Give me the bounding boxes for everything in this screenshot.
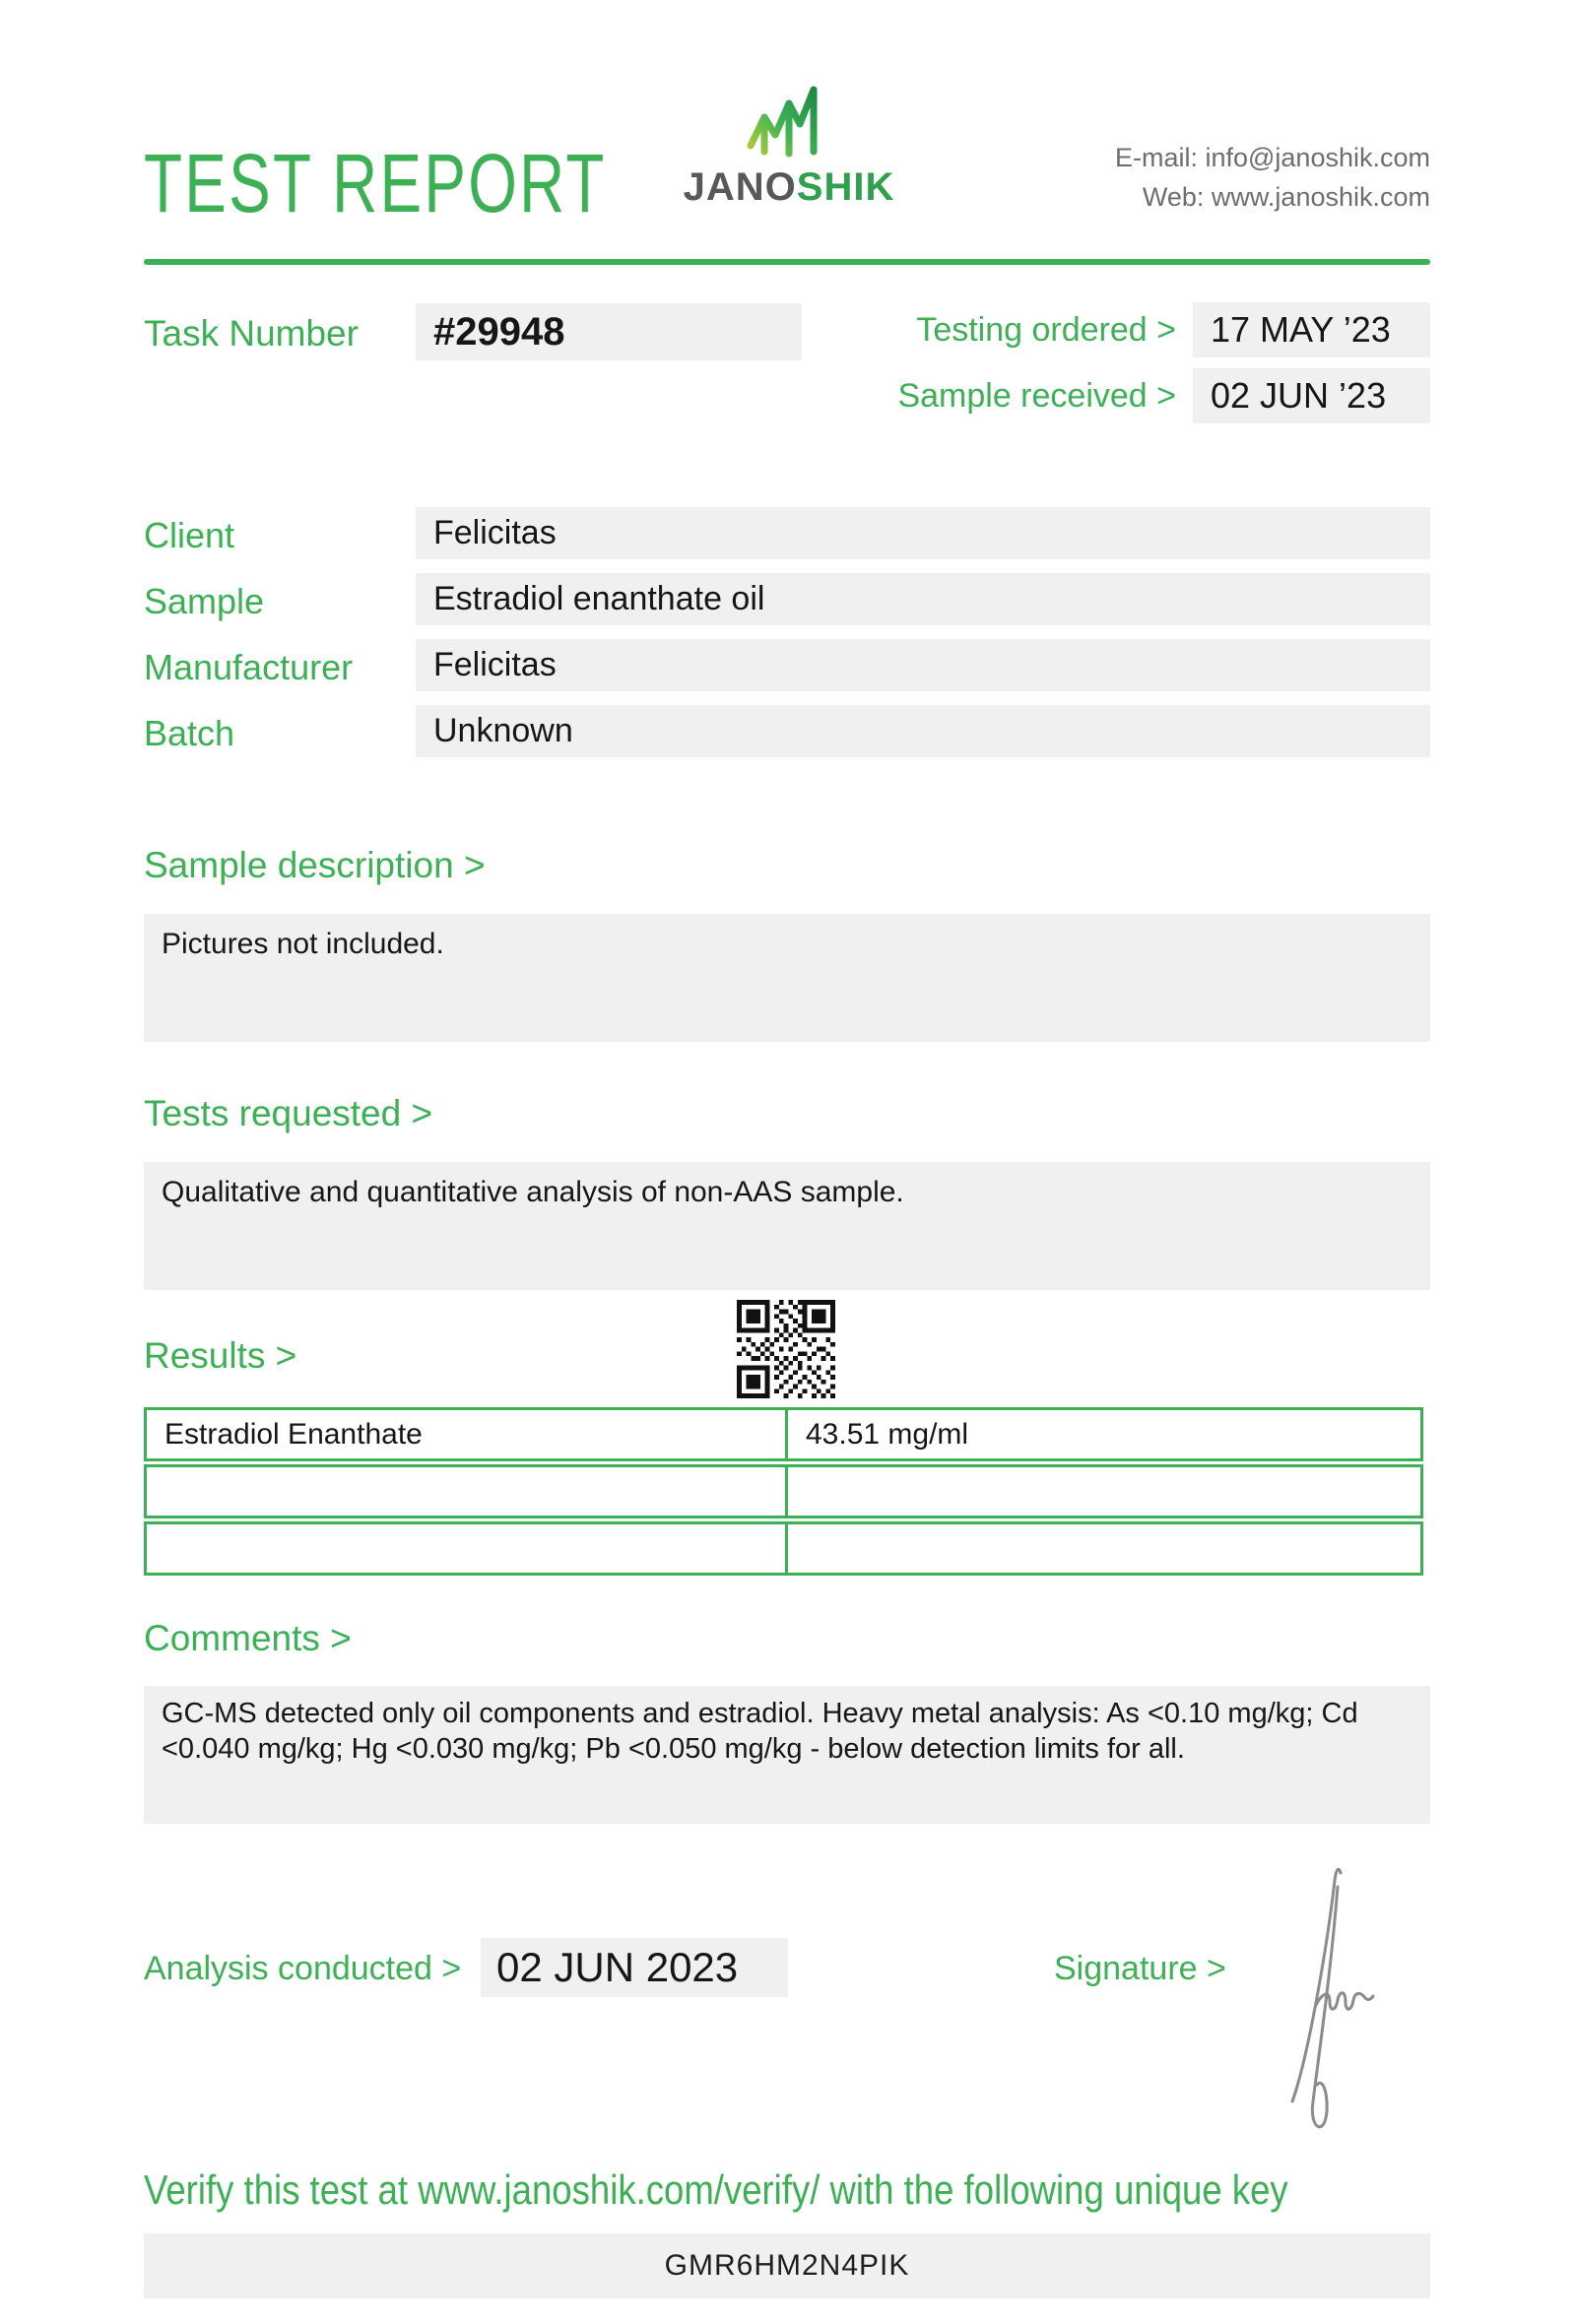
- signature-scrawl: [1280, 1855, 1375, 2147]
- comments-box: [144, 1686, 1430, 1824]
- comments-body: GC-MS detected only oil components and estradiol. Heavy metal analysis: As <0.10 mg/kg; Cd <0.040 mg/kg; Hg <0.030 mg/kg; Pb <0.050 mg/kg - below detection limits for all.: [162, 1698, 1358, 1765]
- cell-result: [788, 1467, 1420, 1516]
- sample-row: [144, 573, 1430, 625]
- rising-chart-arrow-icon: [744, 83, 834, 160]
- comments-heading: Comments >: [144, 1618, 352, 1658]
- logo-word-primary: JANO: [683, 165, 797, 209]
- testing-ordered-value: 17 MAY ’23: [1193, 302, 1430, 357]
- sample-label: Sample: [144, 581, 265, 621]
- cell-analyte: Estradiol Enanthate: [147, 1410, 788, 1458]
- manufacturer-value: Felicitas: [416, 639, 1430, 691]
- results-heading: Results >: [144, 1335, 297, 1376]
- unique-key-box: [144, 2233, 1430, 2298]
- verify-text: Verify this test at www.janoshik.com/verify/ with the following unique key: [144, 2166, 1288, 2213]
- divider-rule: [144, 259, 1430, 265]
- sample-received-value: 02 JUN ’23: [1193, 368, 1430, 423]
- logo-wordmark: [676, 165, 902, 210]
- cell-result: 43.51 mg/ml: [806, 1418, 969, 1451]
- batch-label: Batch: [144, 713, 235, 753]
- client-row: [144, 507, 1430, 559]
- analysis-date-value: 02 JUN 2023: [481, 1938, 788, 1997]
- table-row: [144, 1407, 1423, 1461]
- logo-word-accent: SHIK: [796, 165, 895, 209]
- qr-code-icon: [737, 1300, 835, 1398]
- sample-received-row: [839, 368, 1430, 423]
- sample-description-heading: Sample description >: [144, 845, 486, 885]
- sample-description-box: [144, 914, 1430, 1042]
- signature-label: Signature >: [1054, 1950, 1226, 1987]
- table-row: [144, 1464, 1423, 1518]
- task-number-value: #29948: [416, 303, 802, 360]
- contact-block: [1115, 138, 1430, 217]
- contact-web: Web: www.janoshik.com: [1142, 182, 1430, 212]
- tests-requested-body: Qualitative and quantitative analysis of non-AAS sample.: [162, 1176, 904, 1208]
- cell-analyte: [147, 1524, 788, 1573]
- tests-requested-box: [144, 1162, 1430, 1290]
- table-row: [144, 1521, 1423, 1576]
- manufacturer-row: [144, 639, 1430, 691]
- cell-result: [788, 1524, 1420, 1573]
- manufacturer-label: Manufacturer: [144, 647, 354, 687]
- testing-ordered-row: [839, 302, 1430, 357]
- tests-requested-heading: Tests requested >: [144, 1093, 433, 1133]
- brand-logo: [676, 83, 902, 210]
- task-number-label: Task Number: [144, 313, 359, 354]
- results-table: [144, 1407, 1423, 1579]
- unique-key-value: GMR6HM2N4PIK: [664, 2249, 910, 2282]
- sample-received-label: Sample received >: [897, 377, 1176, 415]
- batch-row: [144, 705, 1430, 757]
- analysis-conducted-label: Analysis conducted >: [144, 1950, 462, 1987]
- testing-ordered-label: Testing ordered >: [916, 311, 1176, 349]
- sample-value: Estradiol enanthate oil: [416, 573, 1430, 625]
- contact-email: E-mail: info@janoshik.com: [1114, 143, 1430, 172]
- sample-description-body: Pictures not included.: [162, 928, 444, 960]
- client-label: Client: [144, 515, 235, 555]
- report-title: TEST REPORT: [144, 137, 607, 229]
- cell-analyte: [147, 1467, 788, 1516]
- batch-value: Unknown: [416, 705, 1430, 757]
- client-value: Felicitas: [416, 507, 1430, 559]
